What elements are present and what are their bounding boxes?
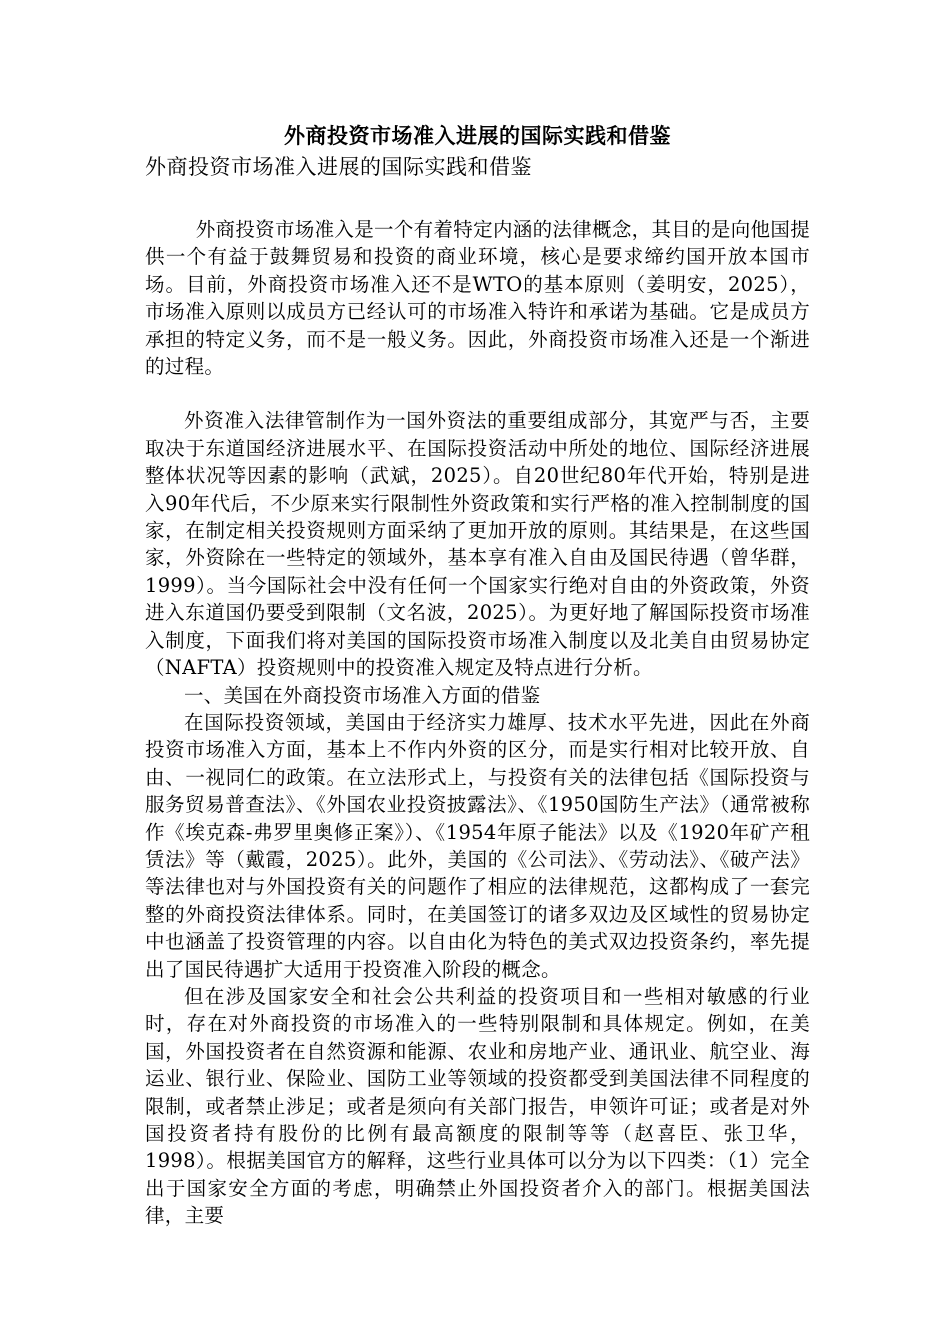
paragraph-us-policy: 在国际投资领域，美国由于经济实力雄厚、技术水平先进，因此在外商投资市场准入方面，基本上不作内外资的区分，而是实行相对比较开放、自由、一视同仁的政策。在立法形式上，与投资有关的法律包括《国际投资与服务贸易普查法》、《外国农业投资披露法》、《1950国防生产法》（通常被称作《埃克森-弗罗里奥修正案》）、《1954年原子能法》以及《1920年矿产租赁法》等（戴霞，2025）。此外，美国的《公司法》、《劳动法》、《破产法》等法律也对与外国投资有关的问题作了相应的法律规范，这都构成了一套完整的外商投资法律体系。同时，在美国签订的诸多双边及区域性的贸易协定中也涵盖了投资管理的内容。以自由化为特色的美式双边投资条约，率先提出了国民待遇扩大适用于投资准入阶段的概念。 [145, 710, 810, 981]
paragraph-spacer [145, 380, 810, 407]
document-title: 外商投资市场准入进展的国际实践和借鉴 [284, 123, 671, 148]
section-heading-us: 一、美国在外商投资市场准入方面的借鉴 [184, 683, 541, 707]
document-page [145, 120, 810, 1230]
paragraph-foreign-capital-regulation: 外资准入法律管制作为一国外资法的重要组成部分，其宽严与否，主要取决于东道国经济进展水平、在国际投资活动中所处的地位、国际经济进展整体状况等因素的影响（武斌，2025）。自20世纪80年代开始，特别是进入90年代后，不少原来实行限制性外资政策和实行严格的准入控制制度的国家，在制定相关投资规则方面采纳了更加开放的原则。其结果是，在这些国家，外资除在一些特定的领域外，基本享有准入自由及国民待遇（曾华群，1999）。当今国际社会中没有任何一个国家实行绝对自由的外资政策，外资进入东道国仍要受到限制（文名波，2025）。为更好地了解国际投资市场准入制度，下面我们将对美国的国际投资市场准入制度以及北美自由贸易协定（NAFTA）投资规则中的投资准入规定及特点进行分析。 [145, 409, 810, 680]
paragraph-us-restrictions: 但在涉及国家安全和社会公共利益的投资项目和一些相对敏感的行业时，存在对外商投资的市场准入的一些特别限制和具体规定。例如，在美国，外国投资者在自然资源和能源、农业和房地产业、通讯业、航空业、海运业、银行业、保险业、国防工业等领域的投资都受到美国法律不同程度的限制，或者禁止涉足；或者是须向有关部门报告，申领许可证；或者是对外国投资者持有股份的比例有最高额度的限制等等（赵喜臣、张卫华，1998）。根据美国官方的解释，这些行业具体可以分为以下四类：（1）完全出于国家安全方面的考虑，明确禁止外国投资者介入的部门。根据美国法律，主要 [145, 984, 810, 1228]
paragraph-intro: 外商投资市场准入是一个有着特定内涵的法律概念，其目的是向他国提供一个有益于鼓舞贸易和投资的商业环境，核心是要求缔约国开放本国市场。目前，外商投资市场准入还不是WTO的基本原则（姜明安，2025），市场准入原则以成员方已经认可的市场准入特许和承诺为基础。它是成员方承担的特定义务，而不是一般义务。因此，外商投资市场准入还是一个渐进的过程。 [145, 218, 810, 379]
document-subtitle: 外商投资市场准入进展的国际实践和借鉴 [145, 155, 532, 179]
